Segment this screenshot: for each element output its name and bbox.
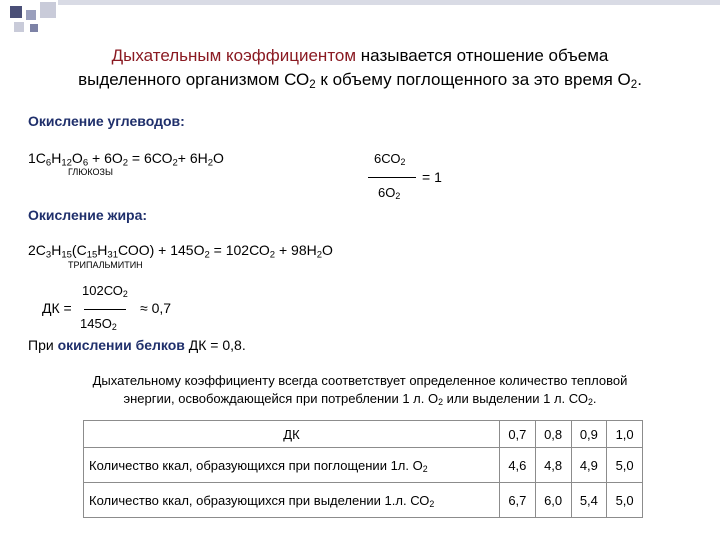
fat-ratio-numerator: $102СО_2$ (82, 283, 128, 300)
deco-band (58, 0, 720, 5)
table-cell: 6,0 (535, 483, 571, 518)
table-cell: 6,7 (500, 483, 536, 518)
table-cell-label: ДК (84, 421, 500, 448)
carbs-ratio-denominator: $6О_2$ (378, 185, 401, 202)
definition-text: . (637, 70, 642, 89)
table-row (84, 421, 643, 448)
carbs-substance-label: ГЛЮКОЗЫ (68, 167, 113, 177)
table-row (84, 483, 643, 518)
table-cell-label: Количество ккал, образующихся при выделении 1.л. $СО_2$ (84, 483, 500, 518)
table-cell: 5,0 (607, 448, 643, 483)
deco-square (26, 10, 36, 20)
table-cell: 4,9 (571, 448, 607, 483)
deco-square (30, 24, 38, 32)
protein-line (28, 337, 246, 353)
fraction-bar (84, 309, 126, 310)
note-line-2: энергии, освобождающейся при потреблении 1 л. $О_2$ или выделении 1 л. $СО_2$. (123, 391, 597, 408)
definition-line-1 (0, 46, 720, 66)
carbs-equation: $1С_6Н_{12}О_6 + 6О_2 = 6СО_2+ 6Н_2О$ (28, 150, 224, 169)
carbs-ratio-numerator: $6СО_2$ (374, 151, 406, 168)
definition-line-2: выделенного организмом $СО_2$ к объему поглощенного за это время $О_2$. (78, 70, 642, 91)
table-row (84, 448, 643, 483)
carbs-ratio-result: = 1 (422, 169, 442, 185)
dk-table (83, 420, 643, 518)
deco-square (10, 6, 22, 18)
definition-text: называется отношение объема (356, 46, 609, 65)
definition-term: Дыхательным коэффициентом (111, 46, 357, 65)
table-cell: 5,4 (571, 483, 607, 518)
fraction-bar (368, 177, 416, 178)
fat-equation: $2С_3Н_{15}(С_{15}Н_{31}СОО) + 145О_2 = 102СО_2 + 98Н_2О$ (28, 242, 333, 261)
table-cell: 4,8 (535, 448, 571, 483)
deco-square (14, 22, 24, 32)
slide-decoration (0, 0, 720, 40)
fat-dk-label: ДК = (42, 300, 72, 316)
deco-square (40, 2, 56, 18)
carbs-heading: Окисление углеводов: (28, 113, 185, 129)
fat-heading: Окисление жира: (28, 207, 148, 223)
fat-ratio-denominator: $145О_2$ (80, 316, 117, 333)
definition-text: выделенного организмом СО (78, 70, 310, 89)
protein-highlight: окислении белков (57, 337, 185, 353)
table-cell: 0,9 (571, 421, 607, 448)
note-line-1: Дыхательному коэффициенту всегда соответствует определенное количество тепловой (92, 373, 628, 388)
table-cell-label: Количество ккал, образующихся при поглощении 1л. $О_2$ (84, 448, 500, 483)
protein-text: При (28, 337, 58, 353)
table-cell: 1,0 (607, 421, 643, 448)
definition-text: к объему поглощенного за это время О (315, 70, 631, 89)
fat-ratio-result: ≈ 0,7 (140, 300, 172, 316)
table-cell: 4,6 (500, 448, 536, 483)
fat-substance-label: ТРИПАЛЬМИТИН (68, 260, 143, 270)
table-cell: 0,7 (500, 421, 536, 448)
table-cell: 0,8 (535, 421, 571, 448)
table-cell: 5,0 (607, 483, 643, 518)
protein-text: ДК = 0,8. (184, 337, 246, 353)
